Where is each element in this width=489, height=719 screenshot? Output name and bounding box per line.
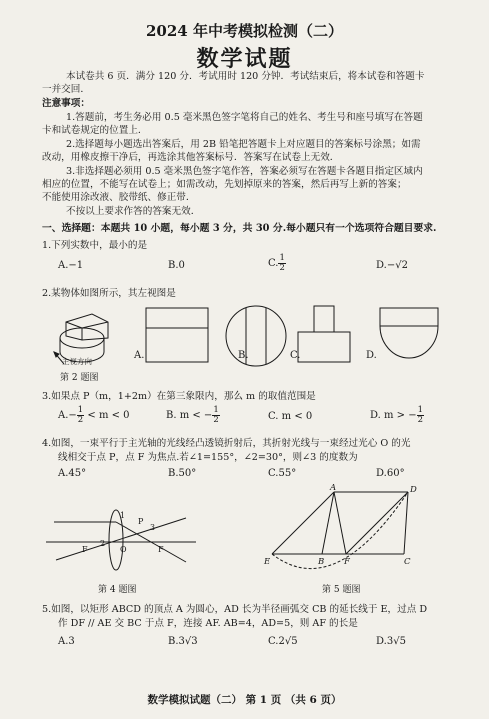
q5-geometry-figure	[258, 484, 424, 580]
q4-option-d: D.60°	[376, 468, 405, 479]
notice-line-4: 改动，用橡皮擦干净后，再选涂其他答案标号．答案写在试卷上无效．	[42, 152, 340, 163]
q1-option-a: A.−1	[58, 260, 84, 271]
notice-heading: 注意事项：	[42, 98, 90, 109]
notice-line-3: 2.选择题每小题选出答案后，用 2B 铅笔把答题卡上对应题目的答案标号涂黑；如需	[66, 139, 421, 150]
q5-figure-caption: 第 5 题图	[322, 585, 361, 595]
q5-option-b: B.3√3	[168, 636, 198, 647]
q4-lens-figure	[46, 500, 196, 572]
q4-figure-caption: 第 4 题图	[98, 585, 137, 595]
q4-point-o-label: O	[120, 545, 127, 554]
q2-option-b: B.	[238, 350, 249, 361]
q5-option-c: C.2√5	[268, 636, 298, 647]
q4-stem-line-1: 4.如图，一束平行于主光轴的光线经凸透镜折射后，其折射光线与一束经过光心 O 的光	[42, 438, 411, 449]
q2-option-a: A.	[134, 350, 145, 361]
q2-figures	[42, 300, 482, 384]
q4-angle-3-label: 3	[150, 523, 156, 532]
q4-point-p-label: P	[138, 517, 144, 526]
q5-option-d: D.3√5	[376, 636, 406, 647]
view-direction-label: 主视方向	[62, 357, 92, 366]
q2-option-c: C.	[290, 350, 301, 361]
q3-option-a: A.− $\frac{1}{2}$ < m < 0	[58, 405, 130, 425]
intro-line-2: 一并交回．	[42, 84, 90, 95]
q3-stem: 3.如果点 P（m，1+2m）在第三象限内，那么 m 的取值范围是	[42, 391, 316, 402]
q4-angle-2-label: 2	[100, 539, 106, 548]
exam-title: 2024 年中考模拟检测（二）	[146, 22, 343, 40]
q5-point-f-label: F	[344, 557, 350, 567]
q1-option-d: D.−√2	[376, 260, 408, 271]
notice-line-6: 相应的位置，不能写在试卷上；如需改动，先划掉原来的答案，然后再写上新的答案；	[42, 179, 407, 190]
q5-point-c-label: C	[404, 557, 411, 567]
q4-focus-right-label: F	[158, 545, 164, 554]
q3-option-d: D. m > − $\frac{1}{2}$	[370, 405, 424, 425]
notice-line-7: 不能使用涂改液、胶带纸、修正带．	[42, 192, 196, 203]
exam-subtitle: 数学试题	[196, 46, 293, 72]
q1-option-c: C. $\frac{1}{2}$	[268, 253, 285, 273]
notice-line-5: 3.非选择题必须用 0.5 毫米黑色签字笔作答，答案必须写在答题卡各题目指定区域内	[66, 166, 423, 177]
q5-stem-line-2: 作 DF // AE 交 BC 于点 F，连接 AF. AB=4，AD=5，则 AF 的长是	[58, 618, 358, 629]
q2-option-d-figure	[380, 308, 438, 358]
notice-line-2: 卡和试卷规定的位置上．	[42, 125, 148, 136]
q2-option-d: D.	[366, 350, 377, 361]
q1-stem: 1.下列实数中，最小的是	[42, 240, 148, 251]
q2-option-a-figure	[146, 308, 208, 362]
q5-point-e-label: E	[264, 557, 271, 567]
notice-line-1: 1.答题前，考生务必用 0.5 毫米黑色签字笔将自己的姓名、考生号和座号填写在答题	[66, 112, 423, 123]
q2-object-figure	[60, 314, 108, 362]
q4-option-c: C.55°	[268, 468, 297, 479]
q3-option-b: B. m < − $\frac{1}{2}$	[166, 405, 219, 425]
q2-option-c-figure	[298, 306, 350, 362]
section-heading: 一、选择题：本题共 10 小题，每小题 3 分，共 30 分.每小题只有一个选项符合题目要求.	[42, 223, 437, 234]
q5-point-b-label: B	[318, 557, 325, 567]
q4-stem-line-2: 线相交于点 P，点 F 为焦点.若∠1=155°，∠2=30°，则∠3 的度数为	[58, 452, 358, 463]
q5-option-a: A.3	[58, 636, 75, 647]
q5-stem-line-1: 5.如图，以矩形 ABCD 的顶点 A 为圆心，AD 长为半径画弧交 CB 的延长线于 E，过点 D	[42, 604, 428, 615]
q4-angle-1-label: 1	[120, 511, 126, 520]
q4-focus-left-label: F	[82, 545, 88, 554]
q1-option-b: B.0	[168, 260, 185, 271]
q3-option-c: C. m < 0	[268, 411, 313, 422]
page-footer: 数学模拟试题（二） 第 1 页 （共 6 页）	[147, 694, 342, 706]
notice-line-8: 不按以上要求作答的答案无效．	[66, 206, 201, 217]
q4-option-a: A.45°	[58, 468, 87, 479]
q5-point-d-label: D	[410, 485, 417, 495]
q2-figure-caption: 第 2 题图	[60, 373, 99, 383]
q4-option-b: B.50°	[168, 468, 197, 479]
q2-option-b-figure	[226, 306, 286, 366]
q2-stem: 2.某物体如图所示，其左视图是	[42, 288, 176, 299]
q5-point-a-label: A	[330, 484, 337, 493]
intro-line-1: 本试卷共 6 页．满分 120 分．考试用时 120 分钟．考试结束后，将本试卷和答题卡	[66, 71, 425, 82]
